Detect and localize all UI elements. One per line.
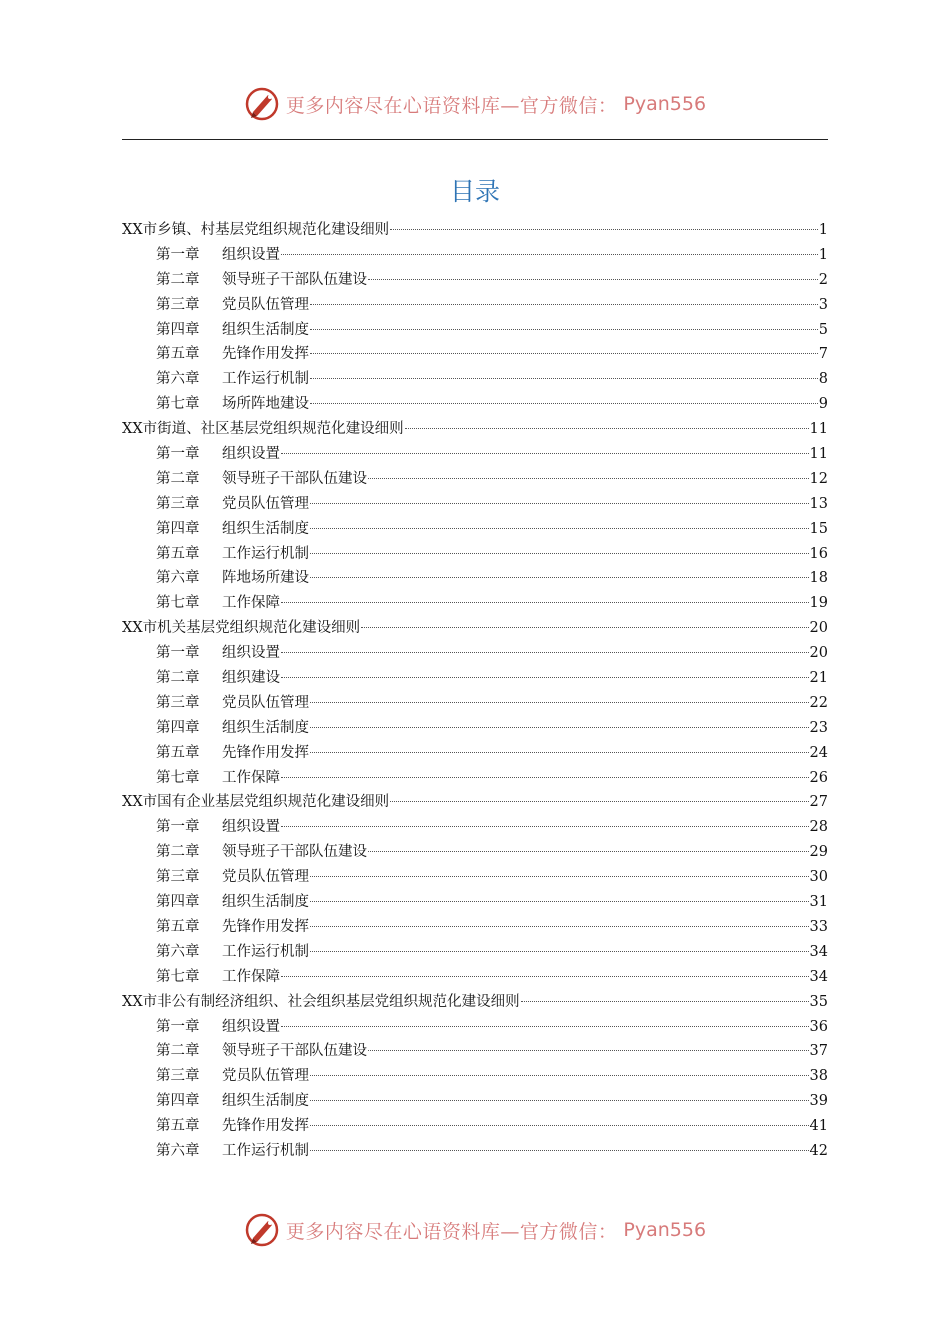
- toc-page-number: 38: [809, 1068, 828, 1085]
- toc-chapter-number: 第四章: [156, 1093, 200, 1110]
- toc-entry-title: 场所阵地建设: [222, 396, 309, 413]
- toc-chapter-entry[interactable]: [122, 492, 828, 517]
- footer-banner-text: 更多内容尽在心语资料库—官方微信：: [285, 1220, 618, 1243]
- toc-chapter-entry[interactable]: [122, 517, 828, 542]
- toc-dot-leader: [310, 876, 809, 877]
- toc-dot-leader: [281, 453, 809, 454]
- toc-entry-title: 组织设置: [222, 246, 280, 263]
- toc-page-number: 30: [809, 869, 828, 886]
- toc-entry-label: [156, 243, 280, 268]
- toc-entry-title: XX市国有企业基层党组织规范化建设细则: [122, 794, 390, 811]
- toc-entry-title: 党员队伍管理: [222, 694, 309, 711]
- toc-chapter-number: 第二章: [156, 470, 200, 487]
- toc-chapter-entry[interactable]: [122, 1015, 828, 1040]
- toc-entry-title: 工作运行机制: [222, 1142, 309, 1159]
- toc-page-number: 11: [809, 421, 828, 438]
- toc-entry-label: [122, 790, 389, 815]
- toc-entry-label: [156, 367, 309, 392]
- toc-dot-leader: [368, 279, 818, 280]
- toc-chapter-number: 第一章: [156, 1018, 200, 1035]
- toc-dot-leader: [368, 851, 809, 852]
- toc-entry-title: 组织设置: [222, 645, 280, 662]
- toc-section-entry[interactable]: [122, 218, 828, 243]
- toc-chapter-entry[interactable]: [122, 716, 828, 741]
- toc-page-number: 34: [809, 968, 828, 985]
- toc-chapter-entry[interactable]: [122, 666, 828, 691]
- toc-entry-title: 先锋作用发挥: [222, 1118, 309, 1135]
- table-of-contents: [122, 218, 828, 1164]
- toc-chapter-entry[interactable]: [122, 243, 828, 268]
- toc-page-number: 34: [809, 943, 828, 960]
- toc-dot-leader: [281, 777, 809, 778]
- toc-page-number: 28: [809, 819, 828, 836]
- toc-entry-title: 党员队伍管理: [222, 869, 309, 886]
- toc-chapter-entry[interactable]: [122, 766, 828, 791]
- toc-chapter-number: 第四章: [156, 321, 200, 338]
- toc-entry-label: [156, 442, 280, 467]
- toc-entry-title: 工作保障: [222, 595, 280, 612]
- toc-dot-leader: [281, 826, 809, 827]
- toc-entry-label: [156, 542, 309, 567]
- toc-dot-leader: [310, 329, 818, 330]
- toc-chapter-number: 第一章: [156, 819, 200, 836]
- toc-entry-label: [156, 641, 280, 666]
- toc-dot-leader: [310, 1075, 809, 1076]
- toc-chapter-entry[interactable]: [122, 1114, 828, 1139]
- toc-chapter-entry[interactable]: [122, 566, 828, 591]
- toc-dot-leader: [368, 1050, 809, 1051]
- toc-dot-leader: [310, 951, 809, 952]
- toc-entry-label: [156, 268, 367, 293]
- toc-entry-title: 组织设置: [222, 446, 280, 463]
- toc-page-number: 33: [809, 918, 828, 935]
- toc-dot-leader: [310, 503, 809, 504]
- toc-chapter-number: 第五章: [156, 545, 200, 562]
- toc-entry-label: [156, 517, 309, 542]
- toc-page-number: 5: [818, 321, 828, 338]
- toc-entry-label: [156, 342, 309, 367]
- toc-entry-title: 组织生活制度: [222, 894, 309, 911]
- toc-dot-leader: [281, 602, 809, 603]
- toc-chapter-entry[interactable]: [122, 940, 828, 965]
- toc-entry-label: [156, 965, 280, 990]
- header-divider: [122, 139, 828, 140]
- toc-chapter-number: 第五章: [156, 918, 200, 935]
- pen-logo-icon: [244, 86, 280, 122]
- toc-chapter-entry[interactable]: [122, 293, 828, 318]
- toc-chapter-entry[interactable]: [122, 691, 828, 716]
- toc-page-number: 2: [818, 271, 828, 288]
- toc-dot-leader: [281, 677, 809, 678]
- toc-dot-leader: [405, 428, 809, 429]
- toc-chapter-entry[interactable]: [122, 342, 828, 367]
- toc-chapter-entry[interactable]: [122, 1039, 828, 1064]
- toc-entry-title: 组织生活制度: [222, 1093, 309, 1110]
- toc-chapter-number: 第七章: [156, 769, 200, 786]
- toc-chapter-number: 第三章: [156, 869, 200, 886]
- toc-chapter-number: 第六章: [156, 1142, 200, 1159]
- toc-entry-title: 组织设置: [222, 819, 280, 836]
- toc-chapter-number: 第一章: [156, 645, 200, 662]
- toc-page-number: 11: [809, 446, 828, 463]
- toc-chapter-number: 第四章: [156, 894, 200, 911]
- toc-page-number: 22: [809, 694, 828, 711]
- toc-entry-label: [156, 1114, 309, 1139]
- toc-chapter-entry[interactable]: [122, 591, 828, 616]
- toc-entry-label: [156, 492, 309, 517]
- toc-page-number: 23: [809, 719, 828, 736]
- toc-entry-label: [156, 293, 309, 318]
- toc-chapter-entry[interactable]: [122, 840, 828, 865]
- toc-dot-leader: [310, 378, 818, 379]
- toc-chapter-number: 第五章: [156, 346, 200, 363]
- toc-entry-title: 领导班子干部队伍建设: [222, 1043, 367, 1060]
- toc-dot-leader: [310, 702, 809, 703]
- toc-entry-title: 组织生活制度: [222, 719, 309, 736]
- footer-banner: [0, 1208, 950, 1252]
- toc-dot-leader: [310, 1100, 809, 1101]
- toc-entry-label: [156, 840, 367, 865]
- toc-dot-leader: [281, 652, 809, 653]
- toc-entry-title: 组织生活制度: [222, 321, 309, 338]
- toc-chapter-number: 第五章: [156, 1118, 200, 1135]
- toc-chapter-entry[interactable]: [122, 268, 828, 293]
- toc-entry-label: [156, 1139, 309, 1164]
- toc-entry-label: [156, 318, 309, 343]
- toc-page-number: 41: [809, 1118, 828, 1135]
- toc-dot-leader: [521, 1001, 809, 1002]
- toc-dot-leader: [310, 926, 809, 927]
- toc-page-number: 3: [818, 296, 828, 313]
- toc-page-number: 1: [818, 246, 828, 263]
- toc-page-number: 31: [809, 894, 828, 911]
- toc-dot-leader: [390, 229, 818, 230]
- toc-entry-label: [156, 691, 309, 716]
- toc-dot-leader: [310, 901, 809, 902]
- toc-entry-title: 工作运行机制: [222, 545, 309, 562]
- toc-entry-label: [156, 566, 309, 591]
- toc-chapter-number: 第二章: [156, 670, 200, 687]
- toc-page-number: 36: [809, 1018, 828, 1035]
- toc-entry-title: 工作运行机制: [222, 371, 309, 388]
- toc-chapter-number: 第七章: [156, 396, 200, 413]
- toc-chapter-entry[interactable]: [122, 1139, 828, 1164]
- toc-dot-leader: [361, 627, 808, 628]
- toc-entry-label: [156, 890, 309, 915]
- toc-entry-label: [156, 915, 309, 940]
- toc-chapter-entry[interactable]: [122, 367, 828, 392]
- toc-dot-leader: [310, 403, 818, 404]
- toc-entry-title: 党员队伍管理: [222, 495, 309, 512]
- toc-entry-title: 先锋作用发挥: [222, 744, 309, 761]
- toc-dot-leader: [310, 553, 809, 554]
- toc-entry-title: 阵地场所建设: [222, 570, 309, 587]
- toc-dot-leader: [281, 976, 809, 977]
- toc-entry-label: [156, 1039, 367, 1064]
- toc-chapter-entry[interactable]: [122, 741, 828, 766]
- toc-chapter-number: 第一章: [156, 246, 200, 263]
- toc-section-entry[interactable]: [122, 616, 828, 641]
- toc-chapter-entry[interactable]: [122, 890, 828, 915]
- toc-chapter-entry[interactable]: [122, 1064, 828, 1089]
- toc-chapter-number: 第七章: [156, 968, 200, 985]
- toc-page-number: 21: [809, 670, 828, 687]
- toc-entry-title: 工作保障: [222, 968, 280, 985]
- toc-entry-label: [156, 1064, 309, 1089]
- toc-page-number: 39: [809, 1093, 828, 1110]
- toc-page-number: 20: [809, 620, 828, 637]
- toc-chapter-entry[interactable]: [122, 542, 828, 567]
- toc-entry-title: 领导班子干部队伍建设: [222, 470, 367, 487]
- toc-chapter-number: 第一章: [156, 446, 200, 463]
- toc-chapter-entry[interactable]: [122, 1089, 828, 1114]
- toc-page-number: 42: [809, 1142, 828, 1159]
- toc-chapter-entry[interactable]: [122, 318, 828, 343]
- toc-entry-title: 党员队伍管理: [222, 296, 309, 313]
- toc-chapter-number: 第五章: [156, 744, 200, 761]
- toc-section-entry[interactable]: [122, 417, 828, 442]
- toc-chapter-number: 第二章: [156, 1043, 200, 1060]
- toc-chapter-entry[interactable]: [122, 392, 828, 417]
- toc-chapter-number: 第三章: [156, 694, 200, 711]
- toc-chapter-number: 第六章: [156, 570, 200, 587]
- toc-entry-title: 组织建设: [222, 670, 280, 687]
- toc-entry-title: 领导班子干部队伍建设: [222, 271, 367, 288]
- toc-entry-label: [156, 741, 309, 766]
- toc-chapter-entry[interactable]: [122, 467, 828, 492]
- toc-entry-label: [156, 716, 309, 741]
- toc-section-entry[interactable]: [122, 790, 828, 815]
- toc-chapter-number: 第三章: [156, 296, 200, 313]
- toc-entry-title: 党员队伍管理: [222, 1068, 309, 1085]
- toc-chapter-number: 第六章: [156, 371, 200, 388]
- toc-page-number: 9: [818, 396, 828, 413]
- toc-page-number: 24: [809, 744, 828, 761]
- toc-page-number: 19: [809, 595, 828, 612]
- footer-banner-handle: Pyan556: [623, 1219, 707, 1241]
- toc-entry-title: 组织生活制度: [222, 520, 309, 537]
- toc-entry-label: [156, 666, 280, 691]
- toc-page-number: 27: [809, 794, 828, 811]
- toc-page-number: 12: [809, 470, 828, 487]
- toc-entry-title: XX市乡镇、村基层党组织规范化建设细则: [122, 222, 390, 238]
- toc-dot-leader: [390, 801, 808, 802]
- toc-dot-leader: [310, 1150, 809, 1151]
- toc-dot-leader: [310, 304, 818, 305]
- toc-entry-title: XX市机关基层党组织规范化建设细则: [122, 620, 361, 637]
- toc-chapter-number: 第四章: [156, 719, 200, 736]
- header-banner-text: 更多内容尽在心语资料库—官方微信：: [285, 94, 618, 117]
- toc-dot-leader: [310, 752, 809, 753]
- toc-entry-title: 组织设置: [222, 1018, 280, 1035]
- toc-page-number: 8: [818, 371, 828, 388]
- toc-dot-leader: [310, 353, 818, 354]
- toc-page-number: 35: [809, 993, 828, 1010]
- toc-chapter-number: 第二章: [156, 271, 200, 288]
- toc-page-number: 20: [809, 645, 828, 662]
- toc-entry-label: [156, 766, 280, 791]
- toc-chapter-entry[interactable]: [122, 865, 828, 890]
- toc-dot-leader: [310, 727, 809, 728]
- toc-entry-label: [156, 940, 309, 965]
- toc-entry-label: [156, 1089, 309, 1114]
- toc-entry-title: 先锋作用发挥: [222, 918, 309, 935]
- toc-chapter-entry[interactable]: [122, 442, 828, 467]
- toc-entry-label: [156, 591, 280, 616]
- toc-chapter-entry[interactable]: [122, 815, 828, 840]
- toc-entry-label: [156, 392, 309, 417]
- toc-dot-leader: [310, 528, 809, 529]
- toc-entry-label: [122, 616, 360, 641]
- toc-section-entry[interactable]: [122, 990, 828, 1015]
- toc-dot-leader: [310, 1125, 809, 1126]
- toc-entry-label: [122, 417, 404, 442]
- toc-dot-leader: [368, 478, 809, 479]
- toc-entry-label: [156, 865, 309, 890]
- toc-chapter-entry[interactable]: [122, 965, 828, 990]
- toc-dot-leader: [281, 254, 818, 255]
- toc-entry-label: [122, 990, 520, 1015]
- toc-chapter-number: 第三章: [156, 1068, 200, 1085]
- toc-chapter-number: 第七章: [156, 595, 200, 612]
- toc-entry-label: [156, 815, 280, 840]
- toc-entry-label: [156, 1015, 280, 1040]
- toc-chapter-entry[interactable]: [122, 915, 828, 940]
- pen-logo-icon: [244, 1212, 280, 1248]
- toc-chapter-number: 第四章: [156, 520, 200, 537]
- toc-page-number: 18: [809, 570, 828, 587]
- toc-page-number: 7: [818, 346, 828, 363]
- toc-entry-title: 领导班子干部队伍建设: [222, 844, 367, 861]
- toc-dot-leader: [310, 577, 809, 578]
- toc-chapter-number: 第三章: [156, 495, 200, 512]
- toc-entry-title: XX市非公有制经济组织、社会组织基层党组织规范化建设细则: [122, 993, 520, 1010]
- toc-page-number: 15: [809, 520, 828, 537]
- toc-entry-title: 先锋作用发挥: [222, 346, 309, 363]
- toc-entry-label: [122, 218, 389, 243]
- toc-page-number: 13: [809, 495, 828, 512]
- toc-page-number: 16: [809, 545, 828, 562]
- toc-entry-title: XX市街道、社区基层党组织规范化建设细则: [122, 421, 404, 438]
- header-banner-handle: Pyan556: [623, 93, 707, 115]
- toc-page-number: 26: [809, 769, 828, 786]
- toc-entry-title: 工作保障: [222, 769, 280, 786]
- toc-page-number: 29: [809, 844, 828, 861]
- toc-chapter-number: 第二章: [156, 844, 200, 861]
- toc-chapter-entry[interactable]: [122, 641, 828, 666]
- toc-dot-leader: [281, 1026, 809, 1027]
- toc-title: 目录: [449, 177, 500, 206]
- toc-entry-label: [156, 467, 367, 492]
- toc-page-number: 37: [809, 1043, 828, 1060]
- header-banner: [0, 82, 950, 126]
- toc-page-number: 1: [818, 222, 828, 238]
- toc-entry-title: 工作运行机制: [222, 943, 309, 960]
- toc-chapter-number: 第六章: [156, 943, 200, 960]
